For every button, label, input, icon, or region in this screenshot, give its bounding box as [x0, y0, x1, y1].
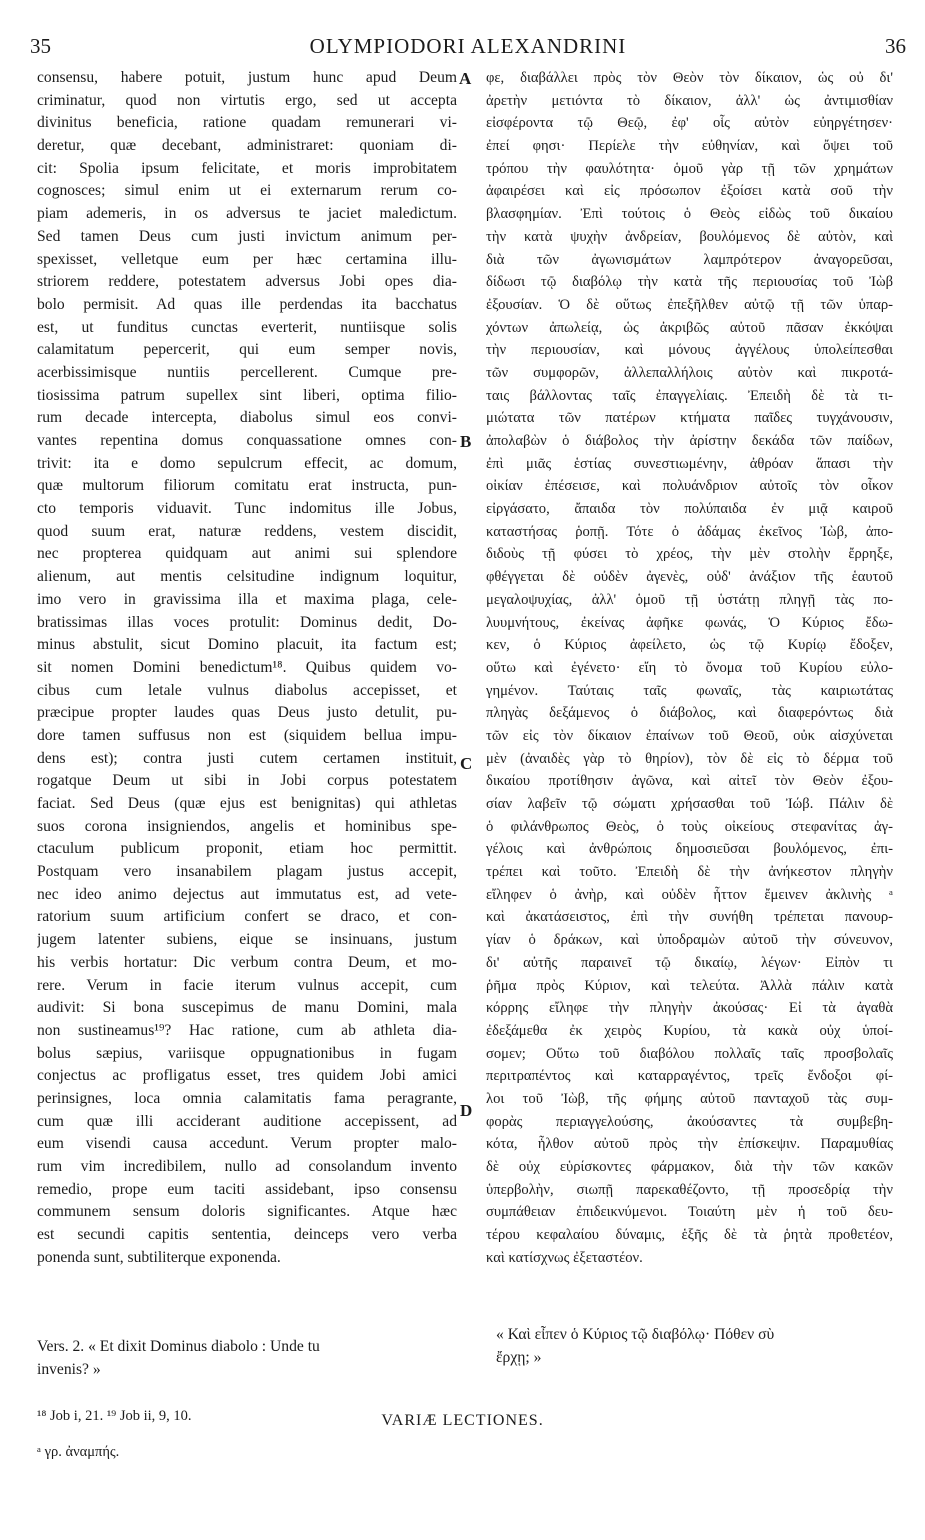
greek-text-line: δι' αὐτῆς παραινεῖ τῷ δικαίῳ, λέγων· Εἰπὸν τι: [486, 954, 893, 971]
section-marker-d: D: [460, 1101, 473, 1120]
greek-text-line: μεγαλοψυχίας, ἀλλ' ὁμοῦ τῇ ὑστάτῃ πληγῇ τὰς πο-: [486, 591, 893, 608]
latin-text-line: divinitus beneficia, ratione quadam remunerari vi-: [37, 114, 457, 132]
variae-lectiones-heading: VARIÆ LECTIONES.: [381, 1412, 544, 1429]
latin-text-line: trivit: ita e domo sepulcrum effecit, ac domum,: [37, 454, 457, 472]
latin-text-line: cognosces; simul enim ut ei externarum rerum co-: [37, 182, 457, 200]
latin-text-line: striorem reddere, potestatem adversus Jobi opes dia-: [37, 273, 457, 291]
latin-text-line: nec ideo animo dejectus aut immutatus est, ad vete-: [37, 885, 457, 903]
greek-text-line: πληγὰς δεξάμενος ὁ διάβολος, καὶ διαφερόντως διὰ: [486, 705, 893, 722]
section-marker-a: A: [459, 69, 472, 88]
greek-text-line: συμπάθειαν ἐπιδεικνύμενοι. Τοιαύτη μὲν ἡ τοῦ δευ-: [486, 1204, 893, 1221]
greek-verse-line: ἔρχῃ; »: [496, 1348, 542, 1366]
greek-text-line: ἐπὶ μιᾶς ἑστίας συνεστιωμένην, ἀθρόαν ἅπασι τὴν: [486, 455, 893, 472]
latin-text-line: bolo permisit. Ad quas ille perdendas ita bacchatus: [37, 295, 457, 313]
greek-text-line: κόρρης εἴληφε τὴν πληγὴν ἀκούσας· Εἰ τὰ ἀγαθὰ: [486, 1000, 893, 1017]
latin-text-line: criminatur, quod non virtutis ergo, sed ut accepta: [37, 91, 457, 109]
latin-text-line: acerbissimisque nuntiis percellerent. Cumque pre-: [37, 363, 457, 381]
latin-text-line: præcipue propter laudes quas Deus justo detulit, pu-: [37, 704, 457, 722]
greek-text-line: γέλοις καὶ ἀνθρώποις δημοσιεῦσαι βουλόμενος, ἐπι-: [486, 841, 893, 858]
latin-verse-line: Vers. 2. « Et dixit Dominus diabolo : Unde tu: [37, 1338, 320, 1355]
greek-text-line: εἰργάσατο, ἄπαιδα τὸν πολύπαιδα ἐν μιᾷ καιροῦ: [486, 501, 893, 518]
latin-text-line: nec propterea quidquam aut animi sui splendore: [37, 545, 457, 563]
greek-text-line: περιτραπέντος καὶ καταρραγέντος, τρεῖς ἔνδοξοι φί-: [486, 1068, 893, 1085]
greek-text-line: δὲ οὐχ εὑρίσκοντες φάρμακον, διὰ τὴν τῶν κακῶν: [486, 1159, 893, 1175]
greek-text-line: βλασφημίαν. Ἐπὶ τούτοις ὁ Θεὸς εἰδὼς τοῦ δικαίου: [486, 206, 893, 223]
latin-text-line: dens est); contra justi cutem certamen instituit,: [37, 749, 457, 767]
section-marker-c: C: [460, 754, 473, 773]
latin-text-line: minus abstulit, sicut Domino placuit, ita factum est;: [37, 636, 457, 654]
latin-text-line: bratissimas illas voces protulit: Dominus dedit, Do-: [37, 613, 457, 631]
latin-text-line: audivit: Si bona suscepimus de manu Domini, mala: [37, 999, 457, 1017]
latin-text-line: cum quæ illi acciderant auditione accepissent, ad: [37, 1112, 457, 1130]
greek-text-line: καταστήσας ῥοπῇ. Τότε ὁ ἀδάμας ἐκεῖνος Ἰὼβ, ἀπο-: [486, 523, 893, 540]
running-title: OLYMPIODORI ALEXANDRINI: [309, 34, 627, 58]
greek-text-line: χόντων ἀπωλείᾳ, ὡς ἀκριβῶς αὐτοῦ πᾶσαν ἐκκόψαι: [486, 319, 893, 336]
greek-text-line: φε, διαβάλλει πρὸς τὸν Θεὸν τὸν δίκαιον, ὡς οὐ δι': [486, 70, 893, 86]
latin-text-line: conjectus ac profligatus esset, tres quidem Jobi amici: [37, 1067, 457, 1085]
latin-text-line: tiosissima patrum supellex sint liberi, optima filio-: [37, 386, 457, 404]
latin-text-line: ratorium suum artificium confert se draco, et con-: [37, 908, 457, 926]
latin-text-line: rum decade intercepta, diabolus simul eos convi-: [37, 409, 457, 427]
greek-text-line: εἴληφεν ὁ ἀνὴρ, καὶ οὐδὲν ἧττον ἔμεινεν ἀκλινὴς ᵃ: [486, 886, 893, 903]
greek-text-line: λυυμνήτους, ἐκείνας ἀφῆκε φωνάς, Ὁ Κύριος ἔδω-: [486, 614, 893, 631]
latin-text-line: sit nomen Domini benedictum¹⁸. Quibus quidem vo-: [37, 658, 457, 676]
latin-text-line: est, ut funditus cunctas everterit, nuntiisque solis: [37, 318, 457, 336]
latin-text-line: Postquam vero insanabilem plagam justus accepit,: [37, 863, 457, 881]
greek-text-line: μιώτατα τῶν πατέρων κτήματα παῖδες τυγχάνουσιν,: [486, 410, 893, 427]
latin-text-line: cit: Spolia ipsum felicitate, et moris improbitatem: [37, 159, 457, 177]
greek-text-line: τέρου κεφαλαίου δύναμις, ἑξῆς δὲ τὰ ῥητὰ προθετέον,: [486, 1227, 893, 1244]
greek-text-line: γίαν ὁ δράκων, καὶ ὑποδραμὼν αὐτοῦ τὴν σύνευνον,: [486, 932, 893, 949]
latin-text-line: quæ multorum filiorum comitatu erat instructa, pun-: [37, 477, 457, 495]
latin-text-line: faciat. Sed Deus (quæ ejus est benignitas) qui athletas: [37, 795, 457, 812]
latin-text-line: ctaculum publicum proponit, etiam hoc permittit.: [37, 840, 457, 858]
greek-text-line: τὴν περιουσίαν, καὶ μόνους ἀγγέλους ὑπολείπεσθαι: [486, 342, 893, 359]
section-marker-b: B: [460, 432, 472, 451]
greek-text-line: καὶ ἀκατάσειστος, ἐπὶ τὴν συνήθη τρέπεται πανουρ-: [486, 909, 893, 926]
page-header: [30, 34, 906, 64]
latin-verse-line: invenis? »: [37, 1360, 101, 1378]
page-number-left: 35: [30, 34, 51, 58]
greek-text-line: φορὰς περιαγγελούσης, ἀκούσαντες τὰ συμβεβη-: [486, 1113, 893, 1130]
footnotes: ¹⁸ Job i, 21. ¹⁹ Job ii, 9, 10.: [37, 1408, 192, 1424]
greek-verse-line: « Καὶ εἶπεν ὁ Κύριος τῷ διαβόλῳ· Πόθεν σὺ: [496, 1326, 775, 1343]
greek-text-line: ἀπολαβὼν ὁ διάβολος τὴν ἀρίστην δεκάδα τῶν παίδων,: [486, 433, 893, 449]
greek-text-line: τρέπει καὶ τοῦτο. Ἐπειδὴ δὲ τὴν ἀνήκεστον πληγὴν: [486, 864, 893, 881]
greek-text-line: δίδωσι τῷ διαβόλῳ τὴν κατὰ τῆς περιουσίας τοῦ Ἰὼβ: [486, 274, 893, 291]
greek-text-line: ἐδεξάμεθα ἐκ χειρὸς Κυρίου, τὰ κακὰ οὐχ ὑποί-: [486, 1022, 893, 1039]
greek-text-line: γημένον. Ταύταις ταῖς φωναῖς, τὰς καιριωτάτας: [486, 682, 893, 699]
greek-text-line: καὶ κατίσχνως ἐξεταστέον.: [486, 1249, 643, 1266]
greek-text-line: διδοὺς τῇ φύσει τὸ χρέος, τὴν μὲν στολὴν ἔρρηξε,: [486, 546, 893, 563]
latin-text-line: eum visendi causa accedunt. Verum propter malo-: [37, 1135, 457, 1153]
latin-text-line: cto temporis viduavit. Tunc indomitus ille Jobus,: [37, 500, 457, 518]
greek-text-line: κότα, ἧλθον αὐτοῦ πρὸς τὴν ἐπίσκεψιν. Παραμυθίας: [486, 1136, 893, 1153]
greek-text-line: τῶν εἰς τὸν δίκαιον ἐπαίνων τοῦ Θεοῦ, οὐκ αἰσχύνεται: [486, 727, 893, 744]
greek-text-line: σίαν λαβεῖν τῷ σώματι χρήσασθαι τοῦ Ἰώβ. Πάλιν δὲ: [486, 796, 893, 812]
latin-text-line: his verbis hortatur: Dic verbum contra Deum, et mo-: [37, 953, 457, 971]
latin-text-line: communem sensum doloris significantes. Atque hæc: [37, 1203, 457, 1221]
greek-text-line: φθέγγεται δὲ οὐδὲν ἀγενὲς, οὐδ' ἀνάξιον τῆς ἑαυτοῦ: [486, 569, 893, 586]
greek-text-line: ἀφαιρέσει καὶ εἰς πρόσωπον ἐξοίσει κατὰ σοῦ τὴν: [486, 183, 893, 200]
latin-text-line: imo vero in gravissima illa et maxima plaga, cele-: [37, 590, 457, 608]
latin-text-line: vantes repentina domus conquassatione omnes con-: [37, 432, 457, 449]
greek-text-line: οὕτω καὶ ἐγένετο· εἴη τὸ ὄνομα τοῦ Κυρίου εὐλο-: [486, 659, 893, 676]
latin-text-line: deretur, quæ decebant, administraret: quoniam di-: [37, 137, 457, 155]
latin-text-line: dore tamen suffusus non est (siquidem bellua impu-: [37, 726, 457, 744]
greek-text-line: τρόπου τὴν φαυλότητα· ὁμοῦ γὰρ τῇ τῶν χρημάτων: [486, 160, 893, 177]
latin-text-line: alienum, aut mentis celsitudine indignum loquitur,: [37, 568, 457, 586]
greek-text-line: τὴν κατὰ ψυχὴν ἀνδρείαν, βουλόμενος δὲ αὐτὸν, καὶ: [486, 228, 893, 245]
latin-text-line: ponenda sunt, subtiliterque exponenda.: [37, 1248, 281, 1266]
greek-text-line: μὲν (ἀναιδὲς γὰρ τὸ θηρίον), τὸν δὲ εἰς τὸ δέρμα τοῦ: [486, 750, 893, 767]
greek-text-line: ταις βάλλοντας ταῖς ἐπαγγελίαις. Ἐπειδὴ δὲ τὰ τι-: [486, 387, 893, 404]
latin-text-line: non sustineamus¹⁹? Hac ratione, cum ab athleta dia-: [37, 1021, 457, 1039]
latin-text-line: calamitatum pepercerit, qui eum semper novis,: [37, 341, 457, 359]
latin-text-line: cibus cum letale vulnus diabolus accepisset, et: [37, 681, 457, 699]
greek-text-line: λοι τοῦ Ἰὼβ, τῆς φήμης αὐτοῦ πανταχοῦ τὰς συμ-: [486, 1090, 893, 1107]
greek-text-line: ῥῆμα πρὸς Κύριον, καὶ τελεύτα. Ἀλλὰ πάλιν κατὰ: [486, 977, 893, 994]
greek-text-line: ὁ φιλάνθρωπος Θεὸς, ὁ τοὺς οἰκείους στεφανίτας ἀγ-: [486, 818, 893, 835]
greek-column: [486, 67, 893, 1269]
greek-text-line: τῶν συμφορῶν, ἀλλεπαλλήλοις αὐτὸν καὶ πικροτά-: [486, 364, 893, 381]
latin-text-line: remedio, prope eum taciti assidebant, ipso consensu: [37, 1180, 457, 1198]
latin-text-line: piam ademeris, in os adversus te jaciet maledictum.: [37, 205, 457, 223]
greek-text-line: κεν, ὁ Κύριος ἀφείλετο, ὡς τῷ Κυρίῳ ἔδοξεν,: [486, 637, 893, 654]
latin-verse: [37, 1336, 320, 1381]
greek-text-line: οἰκίαν ἐπέσεισε, καὶ πολυάνδριον αὐτοῖς τὸν οἶκον: [486, 478, 893, 495]
latin-text-line: rogatque Deum ut sibi in Jobi corpus potestatem: [37, 772, 457, 790]
greek-verse: [496, 1324, 774, 1369]
greek-text-line: δικαίου προτίθησιν ἀγῶνα, καὶ αἰτεῖ τὸν Θεὸν ἐξου-: [486, 773, 893, 790]
greek-text-line: ἐξουσίαν. Ὁ δὲ οὕτως ἐπεξῆλθεν αὐτῷ τῇ τῶν ὑπαρ-: [486, 296, 893, 313]
latin-text-line: quod suum erat, naturæ reddens, vestem discidit,: [37, 522, 457, 540]
greek-text-line: ἐπεί φησι· Περίελε τὴν εὐθηνίαν, καὶ ὄψει τοῦ: [486, 138, 893, 155]
latin-text-line: bolus sæpius, variisque oppugnationibus in fugam: [37, 1044, 457, 1062]
latin-text-line: jugem latenter subiens, eique se insinuans, justum: [37, 931, 457, 949]
variant-reading: ᵃ γρ. ἀναμπής.: [37, 1444, 120, 1460]
greek-text-line: διὰ τῶν ἀγωνισμάτων λαμπρότερον ἀναγορεῦσαι,: [486, 251, 893, 268]
greek-text-line: ἀρετὴν μετιόντα τὸ δίκαιον, ἀλλ' ὡς ἀντιμισθίαν: [486, 92, 893, 109]
latin-text-line: spexisset, velletque eum per hæc certamina illu-: [37, 250, 457, 268]
greek-text-line: εἰσφέροντα τῷ Θεῷ, ἐφ' οἷς αὐτὸν εὐηργέτησεν·: [486, 115, 893, 132]
latin-text-line: perinsignes, loca omnia calamitatis fama peragrante,: [37, 1089, 457, 1107]
latin-text-line: rum vim incredibilem, nullo ad consolandum invento: [37, 1158, 457, 1175]
latin-text-line: est secundi capitis sententia, deinceps vero verba: [37, 1226, 457, 1244]
page-number-right: 36: [885, 34, 906, 58]
greek-text-line: σομεν; Οὕτω τοῦ διαβόλου πολλαῖς ταῖς προσβολαῖς: [486, 1045, 893, 1062]
latin-text-line: suos corona insigniendos, angelis et hominibus spe-: [37, 817, 457, 835]
latin-text-line: Sed tamen Deus cum justi invictum animum per-: [37, 227, 457, 245]
latin-column: [37, 67, 457, 1269]
latin-text-line: consensu, habere potuit, justum hunc apud Deum: [37, 69, 457, 86]
greek-text-line: ὑπερβολὴν, σιωπῇ παρεκαθέζοντο, τῇ προσεδρίᾳ τὴν: [486, 1181, 893, 1198]
latin-text-line: rere. Verum in facie iterum vulnus accepit, cum: [37, 976, 457, 994]
